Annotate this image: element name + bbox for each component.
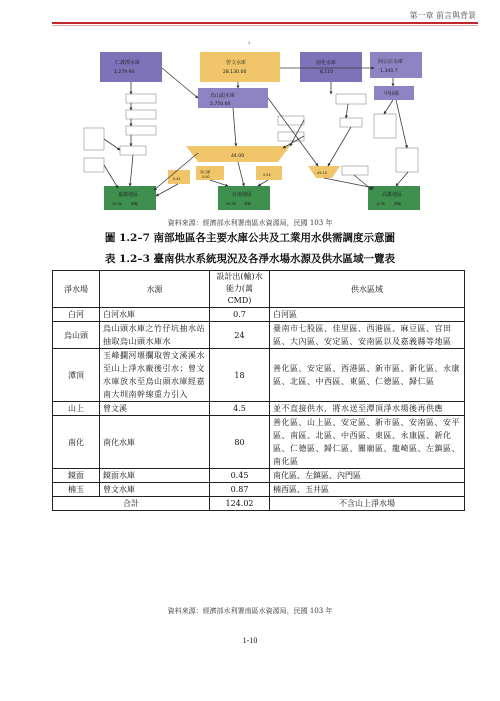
header-source: 水源 — [100, 271, 210, 308]
small-left-value: 0.42 — [173, 177, 181, 181]
header-rule — [52, 22, 478, 24]
region-box-kaohsiung — [368, 186, 420, 210]
table-row — [53, 308, 465, 322]
region-kaohsiung-value: -2.35 — [376, 202, 385, 206]
cell-capacity: 18 — [210, 349, 270, 402]
reservoir-d-label: 南化水庫 — [316, 60, 337, 66]
reservoir-d-value: 8,110 — [320, 70, 334, 75]
reservoir-c-label: 烏山頭水庫 — [210, 93, 236, 99]
total-label: 合計 — [53, 497, 210, 511]
diagram-svg — [78, 38, 430, 214]
cell-source: 南化水庫 — [100, 416, 210, 469]
header-plant: 淨水場 — [53, 271, 100, 308]
reservoir-c-value: 5,750.60 — [210, 102, 231, 107]
cell-plant: 山上 — [53, 402, 100, 416]
cell-capacity: 80 — [210, 416, 270, 469]
table-row — [53, 483, 465, 497]
header-rule-thin — [52, 25, 478, 26]
header-area: 供水區域 — [270, 271, 465, 308]
cell-capacity: 24 — [210, 322, 270, 349]
cell-capacity: 0.7 — [210, 308, 270, 322]
page-number: 1-10 — [242, 636, 258, 645]
region-chiayi-value: -29.30 — [111, 202, 122, 206]
figure-source: 資料來源：經濟部水利署南區水資源局，民國 103 年 — [167, 219, 333, 227]
cell-capacity: 0.87 — [210, 483, 270, 497]
cell-source: 鏡面水庫 — [100, 469, 210, 483]
reservoir-box-e — [370, 52, 422, 78]
reservoir-b-value: 28,130.00 — [223, 70, 247, 75]
cell-plant: 白河 — [53, 308, 100, 322]
total-area: 不含山上淨水場 — [270, 497, 465, 511]
small-mid1-value: 0.00 — [202, 175, 210, 179]
region-tainan-label: 台南地區 — [232, 192, 253, 198]
table-title: 表 1.2–3 臺南供水系統現況及各淨水場水源及供水區域一覽表 — [104, 253, 396, 265]
reservoir-e-value: 1,340.7 — [380, 69, 398, 74]
cell-plant: 楠玉 — [53, 483, 100, 497]
cell-capacity: 0.45 — [210, 469, 270, 483]
table-source: 資料來源：經濟部水利署南區水資源局，民國 103 年 — [167, 607, 333, 615]
region-tainan-unit: 萬噸 — [244, 202, 251, 206]
cell-area: 楠西區、玉井區 — [270, 483, 465, 497]
water-dispatch-diagram — [78, 38, 430, 214]
small-mid2-value: 5.53 — [263, 173, 271, 177]
cell-area: 善化區、山上區、安定區、新市區、安南區、安平區、南區、北區、中西區、東區、永康區、新化區、仁德區、歸仁區、關廟區、龍崎區、左鎮區、南化區 — [270, 416, 465, 469]
cell-source: 烏山頭水庫之竹仔坑抽水站抽取烏山頭水庫水 — [100, 322, 210, 349]
region-kaohsiung-unit: 萬噸 — [394, 202, 401, 206]
weir-label: 甲仙堰 — [384, 91, 400, 97]
cell-area: 並不直接供水，將水送至潭頂淨水場後再供應 — [270, 402, 465, 416]
small-mid1-label: 烏山頭 — [200, 170, 211, 174]
table-row — [53, 322, 465, 349]
table-header-row — [53, 271, 465, 308]
region-box-tainan — [218, 186, 270, 210]
table-row — [53, 402, 465, 416]
region-chiayi-label: 嘉義地區 — [118, 192, 139, 198]
header-capacity: 設計出(輸)水能力(萬 CMD) — [210, 271, 270, 308]
table-row — [53, 416, 465, 469]
reservoir-box-d — [300, 52, 362, 82]
water-plant-table — [52, 270, 465, 511]
table-row — [53, 469, 465, 483]
region-box-chiayi — [104, 186, 156, 210]
central-value: 44.00 — [231, 154, 245, 159]
reservoir-e-label: 阿公店水庫 — [378, 59, 404, 65]
cell-plant: 鏡面 — [53, 469, 100, 483]
region-tainan-value: 94.28 — [226, 202, 236, 206]
table-total-row — [53, 497, 465, 511]
region-kaohsiung-label: 高雄地區 — [382, 192, 403, 198]
reservoir-b-label: 曾文水庫 — [226, 60, 247, 66]
cell-area: 善化區、安定區、西港區、新市區、新化區、永康區、北區、中西區、東區、仁德區、歸仁區 — [270, 349, 465, 402]
table-row — [53, 349, 465, 402]
total-capacity: 124.02 — [210, 497, 270, 511]
cell-source: 曾文溪 — [100, 402, 210, 416]
region-chiayi-unit: 萬噸 — [131, 202, 138, 206]
figure-title: 圖 1.2–7 南部地區各主要水庫公共及工業用水供需調度示意圖 — [104, 232, 396, 244]
reservoir-a-value: 1,279.93 — [114, 70, 135, 75]
cell-source: 玉峰攔河堰攔取曾文溪溪水至山上淨水廠後引水；曾文水庫放水至烏山頭水庫經嘉南大圳南幹線重力引入 — [100, 349, 210, 402]
cell-plant: 南化 — [53, 416, 100, 469]
cell-plant: 烏山頭 — [53, 322, 100, 349]
reservoir-box-b — [200, 52, 280, 82]
chapter-header: 第一章 前言與背景 — [409, 11, 476, 20]
reservoir-a-label: 仁義潭水庫 — [115, 60, 141, 66]
cell-source: 白河水庫 — [100, 308, 210, 322]
diagram-marker: 1 — [248, 41, 251, 45]
cell-plant: 潭頂 — [53, 349, 100, 402]
cell-area: 白河區 — [270, 308, 465, 322]
cell-capacity: 4.5 — [210, 402, 270, 416]
right-mid-value: -45.10 — [316, 171, 327, 175]
cell-area: 南化區、左鎮區、內門區 — [270, 469, 465, 483]
cell-source: 曾文水庫 — [100, 483, 210, 497]
cell-area: 臺南市七股區、佳里區、西港區、麻豆區、官田區、大內區、安定區、安南區以及嘉義縣等地區 — [270, 322, 465, 349]
reservoir-box-a — [100, 52, 162, 82]
